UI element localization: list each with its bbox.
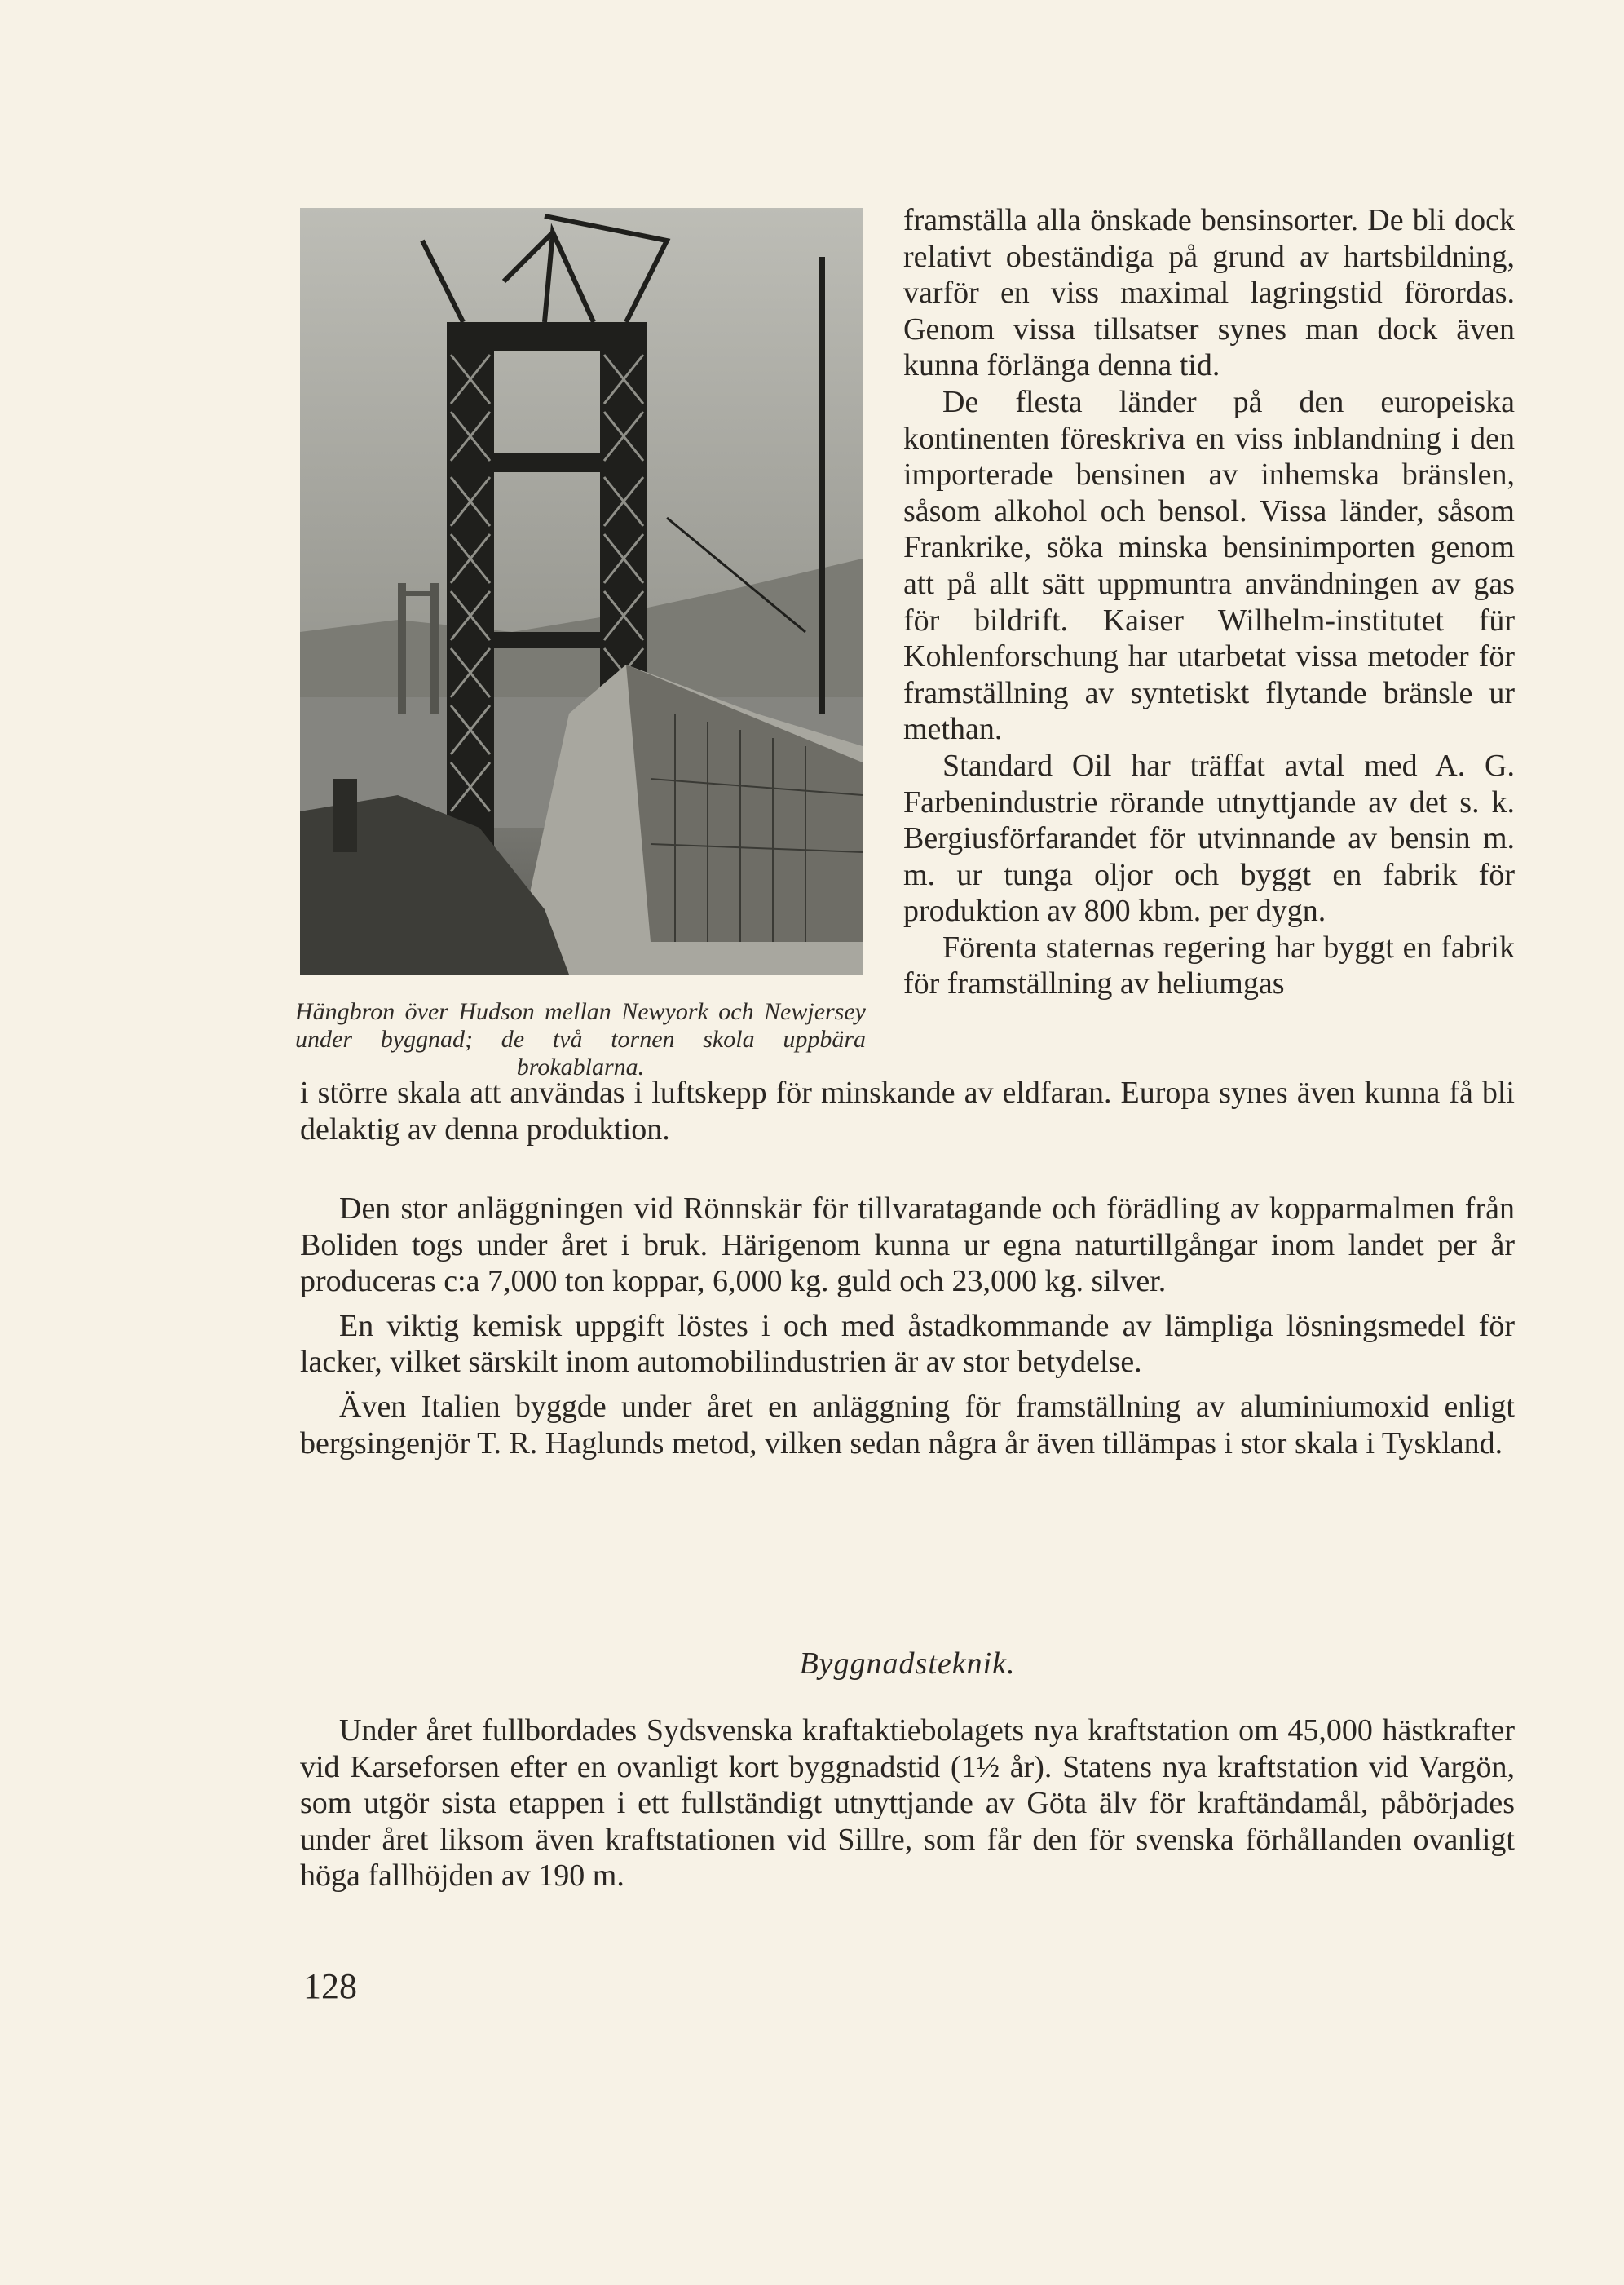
paragraph: Förenta staternas regering har byggt en fabrik för framställning av heliumgas xyxy=(903,930,1515,1001)
section-body xyxy=(300,1713,1515,1894)
paragraph: Standard Oil har träffat avtal med A. G. Farbenindustrie rörande utnyttjande av det s. k. Bergiusförfarandet för utvinnande av bensin m. m. ur tunga oljor och byggt en fabrik för produktion av 800 kbm. per dygn. xyxy=(903,748,1515,929)
paragraph: Även Italien byggde under året en anläggning för framställning av aluminiumoxid enligt bergsingenjör T. R. Haglunds metod, vilken sedan några år även tillämpas i stor skala i Tyskland. xyxy=(300,1389,1515,1461)
paragraph: De flesta länder på den europeiska kontinenten föreskriva en viss inblandning i den importerade bensinen av inhemska bränslen, såsom alkohol och bensol. Vissa länder, såsom Frankrike, söka minska bensinimporten genom att på allt sätt uppmuntra användningen av gas för bildrift. Kaiser Wilhelm-institutet für Kohlenforschung har utarbetat vissa metoder för framställning av syntetiskt flytande bränsle ur methan. xyxy=(903,384,1515,747)
paragraph: Den stor anläggningen vid Rönnskär för tillvaratagande och förädling av kopparmalmen från Boliden togs under året i bruk. Härigenom kunna ur egna naturtillgångar inom landet per år produceras c:a 7,000 ton koppar, 6,000 kg. guld och 23,000 kg. silver. xyxy=(300,1191,1515,1299)
bridge-construction-photo xyxy=(300,208,863,975)
paragraph: i större skala att användas i luftskepp för minskande av eldfaran. Europa synes även kunna få bli delaktig av denna produktion. xyxy=(300,1076,1515,1147)
paragraph: framställa alla önskade bensinsorter. De bli dock relativt obeständiga på grund av hartsbildning, varför en viss maximal lagringstid förordas. Genom vissa tillsatser synes man dock även kunna förlänga denna tid. xyxy=(903,203,1515,383)
paragraph: Under året fullbordades Sydsvenska kraftaktiebolagets nya kraftstation om 45,000 hästkrafter vid Karseforsen efter en ovanligt kort byggnadstid (1½ år). Statens nya kraftstation vid Vargön, som utgör sista etappen i ett fullständigt utnyttjande av Göta älv för kraftändamål, påbörjades under året liksom även kraftstationen vid Sillre, som får den för svenska förhållanden ovanligt höga fallhöjden av 190 m. xyxy=(300,1713,1515,1894)
section-heading: Byggnadsteknik. xyxy=(799,1646,1016,1681)
right-column-text xyxy=(903,202,1515,1002)
full-width-text xyxy=(300,1191,1515,1470)
paragraph: En viktig kemisk uppgift löstes i och med åstadkommande av lämpliga lösningsmedel för lacker, vilket särskilt inom automobilindustrien är av stor betydelse. xyxy=(300,1308,1515,1380)
full-width-continuation xyxy=(300,1075,1515,1147)
bridge-photo-illustration xyxy=(300,208,863,975)
figure-caption: Hängbron över Hudson mellan Newyork och Newjersey under byggnad; de två tornen skola uppbära brokablarna. xyxy=(295,998,866,1081)
page-number: 128 xyxy=(303,1966,357,2006)
